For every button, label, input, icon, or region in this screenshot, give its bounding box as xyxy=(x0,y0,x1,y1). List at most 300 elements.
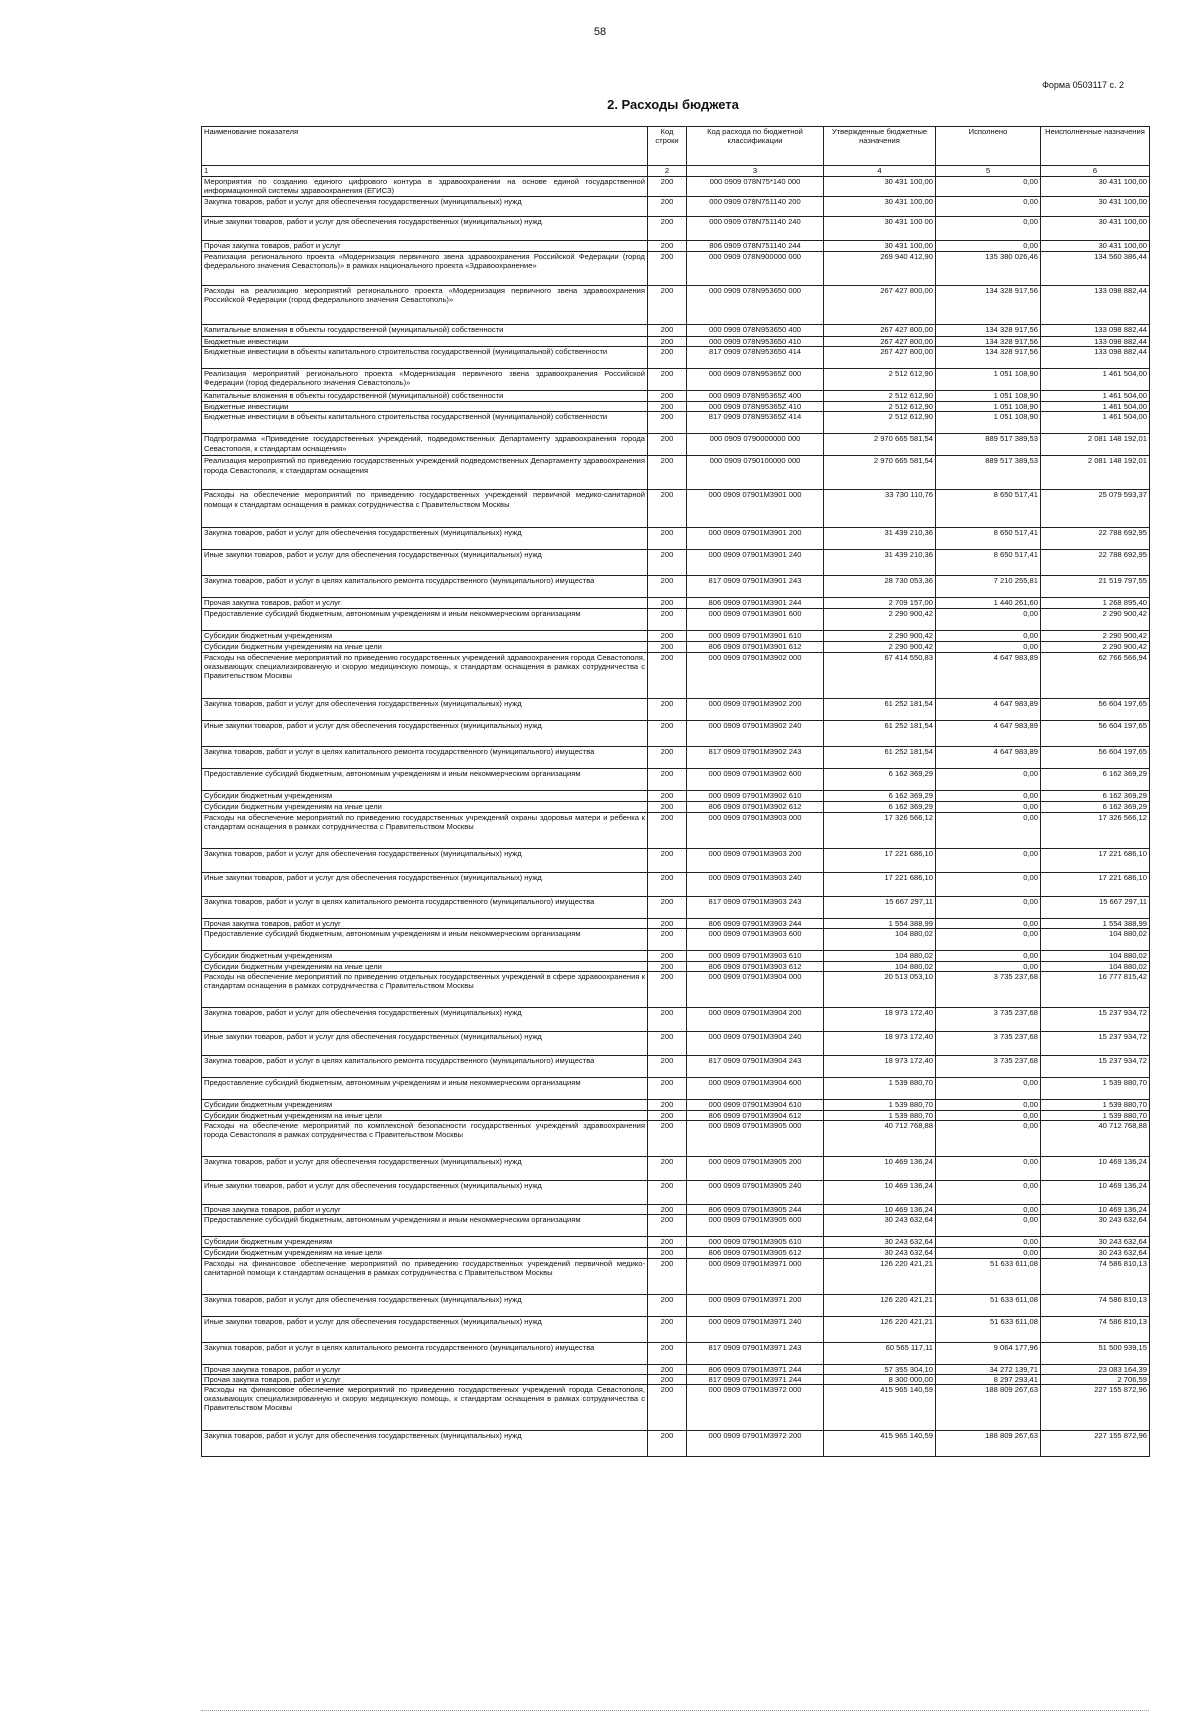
row-code: 200 xyxy=(648,337,687,347)
row-approved: 17 221 686,10 xyxy=(824,848,936,872)
row-approved: 30 431 100,00 xyxy=(824,241,936,252)
row-executed: 0,00 xyxy=(936,1078,1041,1100)
table-row xyxy=(202,918,1150,928)
table-row xyxy=(202,961,1150,971)
header-row xyxy=(202,127,1150,166)
row-classification: 000 0909 07901M3905 000 xyxy=(687,1121,824,1157)
table-row xyxy=(202,768,1150,790)
table-row xyxy=(202,1294,1150,1316)
table-row xyxy=(202,1385,1150,1431)
row-remaining: 1 554 388,99 xyxy=(1041,918,1150,928)
row-name: Закупка товаров, работ и услуг для обеспечения государственных (муниципальных) нужд xyxy=(202,848,648,872)
row-remaining: 10 469 136,24 xyxy=(1041,1181,1150,1205)
row-code: 200 xyxy=(648,197,687,217)
row-remaining: 133 098 882,44 xyxy=(1041,337,1150,347)
row-approved: 67 414 550,83 xyxy=(824,652,936,698)
row-classification: 000 0909 07901M3901 240 xyxy=(687,550,824,576)
row-classification: 000 0909 0790000000 000 xyxy=(687,434,824,456)
row-code: 200 xyxy=(648,456,687,490)
row-classification: 000 0909 07901M3903 600 xyxy=(687,928,824,950)
row-executed: 135 380 026,46 xyxy=(936,252,1041,286)
row-classification: 000 0909 07901M3902 240 xyxy=(687,720,824,746)
row-classification: 000 0909 078N75*140 000 xyxy=(687,177,824,197)
row-code: 200 xyxy=(648,402,687,412)
row-name: Субсидии бюджетным учреждениям на иные цели xyxy=(202,1111,648,1121)
row-code: 200 xyxy=(648,746,687,768)
table-row xyxy=(202,598,1150,608)
row-name: Бюджетные инвестиции xyxy=(202,337,648,347)
column-index: 6 xyxy=(1041,166,1150,177)
header-code: Код строки xyxy=(648,127,687,166)
row-approved: 1 539 880,70 xyxy=(824,1111,936,1121)
row-remaining: 56 604 197,65 xyxy=(1041,698,1150,720)
row-approved: 28 730 053,36 xyxy=(824,576,936,598)
row-executed: 889 517 389,53 xyxy=(936,456,1041,490)
page-number: 58 xyxy=(593,26,607,38)
row-classification: 000 0909 07901M3905 200 xyxy=(687,1157,824,1181)
row-name: Закупка товаров, работ и услуг в целях капитального ремонта государственного (муниципального) имущества xyxy=(202,746,648,768)
row-approved: 61 252 181,54 xyxy=(824,720,936,746)
table-row xyxy=(202,1374,1150,1384)
row-classification: 000 0909 078N95365Z 000 xyxy=(687,369,824,391)
row-approved: 30 431 100,00 xyxy=(824,197,936,217)
row-approved: 6 162 369,29 xyxy=(824,801,936,812)
row-remaining: 227 155 872,96 xyxy=(1041,1431,1150,1457)
table-row xyxy=(202,801,1150,812)
row-name: Мероприятия по созданию единого цифрового контура в здравоохранении на основе единой государственной информационной системы здравоохранения (ЕГИСЗ) xyxy=(202,177,648,197)
row-code: 200 xyxy=(648,1032,687,1056)
row-name: Иные закупки товаров, работ и услуг для обеспечения государственных (муниципальных) нужд xyxy=(202,720,648,746)
row-name: Закупка товаров, работ и услуг в целях капитального ремонта государственного (муниципального) имущества xyxy=(202,1342,648,1364)
row-remaining: 15 237 934,72 xyxy=(1041,1008,1150,1032)
row-code: 200 xyxy=(648,630,687,641)
table-row xyxy=(202,197,1150,217)
row-approved: 6 162 369,29 xyxy=(824,790,936,801)
row-code: 200 xyxy=(648,1078,687,1100)
row-remaining: 17 326 566,12 xyxy=(1041,812,1150,848)
row-approved: 33 730 110,76 xyxy=(824,490,936,528)
row-remaining: 10 469 136,24 xyxy=(1041,1205,1150,1215)
row-classification: 000 0909 07901M3903 200 xyxy=(687,848,824,872)
row-name: Прочая закупка товаров, работ и услуг xyxy=(202,241,648,252)
table-row xyxy=(202,698,1150,720)
table-row xyxy=(202,241,1150,252)
row-remaining: 22 788 692,95 xyxy=(1041,528,1150,550)
row-executed: 0,00 xyxy=(936,1215,1041,1237)
row-executed: 4 647 983,89 xyxy=(936,746,1041,768)
row-approved: 2 709 157,00 xyxy=(824,598,936,608)
row-approved: 31 439 210,36 xyxy=(824,550,936,576)
table-row xyxy=(202,1237,1150,1248)
row-approved: 8 300 000,00 xyxy=(824,1374,936,1384)
row-approved: 415 965 140,59 xyxy=(824,1431,936,1457)
row-classification: 000 0909 07901M3971 000 xyxy=(687,1258,824,1294)
row-code: 200 xyxy=(648,490,687,528)
row-executed: 134 328 917,56 xyxy=(936,325,1041,337)
table-row xyxy=(202,652,1150,698)
row-approved: 126 220 421,21 xyxy=(824,1316,936,1342)
row-approved: 267 427 800,00 xyxy=(824,325,936,337)
row-name: Прочая закупка товаров, работ и услуг xyxy=(202,1374,648,1384)
table-row xyxy=(202,412,1150,434)
row-classification: 817 0909 078N953650 414 xyxy=(687,347,824,369)
row-remaining: 2 081 148 192,01 xyxy=(1041,456,1150,490)
row-name: Расходы на финансовое обеспечение мероприятий по приведению государственных учреждений первичной медико-санитарной помощи к стандартам оснащения в рамках сотрудничества с Правительством Москвы xyxy=(202,1258,648,1294)
row-approved: 126 220 421,21 xyxy=(824,1258,936,1294)
table-row xyxy=(202,720,1150,746)
row-remaining: 30 431 100,00 xyxy=(1041,177,1150,197)
row-classification: 000 0909 078N751140 240 xyxy=(687,217,824,241)
row-remaining: 104 880,02 xyxy=(1041,961,1150,971)
header-remaining: Неисполненные назначения xyxy=(1041,127,1150,166)
column-index: 4 xyxy=(824,166,936,177)
row-executed: 3 735 237,68 xyxy=(936,1032,1041,1056)
table-row xyxy=(202,1121,1150,1157)
row-name: Капитальные вложения в объекты государственной (муниципальной) собственности xyxy=(202,391,648,402)
row-code: 200 xyxy=(648,217,687,241)
row-remaining: 133 098 882,44 xyxy=(1041,347,1150,369)
row-approved: 1 554 388,99 xyxy=(824,918,936,928)
row-code: 200 xyxy=(648,801,687,812)
row-code: 200 xyxy=(648,1248,687,1258)
row-approved: 126 220 421,21 xyxy=(824,1294,936,1316)
row-code: 200 xyxy=(648,896,687,918)
row-name: Закупка товаров, работ и услуг в целях капитального ремонта государственного (муниципального) имущества xyxy=(202,576,648,598)
row-classification: 000 0909 07901M3971 200 xyxy=(687,1294,824,1316)
row-remaining: 25 079 593,37 xyxy=(1041,490,1150,528)
table-row xyxy=(202,1342,1150,1364)
row-code: 200 xyxy=(648,391,687,402)
row-classification: 817 0909 078N95365Z 414 xyxy=(687,412,824,434)
row-remaining: 30 431 100,00 xyxy=(1041,241,1150,252)
row-remaining: 2 290 900,42 xyxy=(1041,630,1150,641)
row-remaining: 56 604 197,65 xyxy=(1041,746,1150,768)
row-executed: 0,00 xyxy=(936,1181,1041,1205)
row-remaining: 104 880,02 xyxy=(1041,950,1150,961)
row-executed: 0,00 xyxy=(936,928,1041,950)
row-code: 200 xyxy=(648,720,687,746)
row-code: 200 xyxy=(648,972,687,1008)
row-classification: 806 0909 07901M3971 244 xyxy=(687,1364,824,1374)
row-remaining: 2 706,59 xyxy=(1041,1374,1150,1384)
row-name: Предоставление субсидий бюджетным, автономным учреждениям и иным некоммерческим организациям xyxy=(202,1078,648,1100)
row-executed: 0,00 xyxy=(936,1100,1041,1111)
row-executed: 188 809 267,63 xyxy=(936,1431,1041,1457)
row-remaining: 74 586 810,13 xyxy=(1041,1258,1150,1294)
row-executed: 0,00 xyxy=(936,768,1041,790)
table-row xyxy=(202,391,1150,402)
row-executed: 1 051 108,90 xyxy=(936,391,1041,402)
row-name: Расходы на финансовое обеспечение мероприятий по приведению государственных учреждений города Севастополя, оказывающих специализированную и скорую медицинскую помощь, к стандартам оснащения в рамках сотрудничества с Правительством Москвы xyxy=(202,1385,648,1431)
table-row xyxy=(202,1078,1150,1100)
row-classification: 817 0909 07901M3971 244 xyxy=(687,1374,824,1384)
form-reference: Форма 0503117 с. 2 xyxy=(1042,80,1124,90)
table-row xyxy=(202,1032,1150,1056)
row-remaining: 30 431 100,00 xyxy=(1041,217,1150,241)
row-approved: 2 512 612,90 xyxy=(824,412,936,434)
row-executed: 51 633 611,08 xyxy=(936,1258,1041,1294)
row-approved: 17 326 566,12 xyxy=(824,812,936,848)
row-code: 200 xyxy=(648,1258,687,1294)
row-classification: 000 0909 078N953650 410 xyxy=(687,337,824,347)
row-classification: 000 0909 078N900000 000 xyxy=(687,252,824,286)
row-classification: 000 0909 07901M3902 000 xyxy=(687,652,824,698)
table-row xyxy=(202,812,1150,848)
row-executed: 51 633 611,08 xyxy=(936,1294,1041,1316)
row-classification: 000 0909 07901M3901 000 xyxy=(687,490,824,528)
row-executed: 3 735 237,68 xyxy=(936,1056,1041,1078)
row-executed: 0,00 xyxy=(936,790,1041,801)
table-row xyxy=(202,872,1150,896)
table-row xyxy=(202,1364,1150,1374)
row-name: Расходы на обеспечение мероприятий по комплексной безопасности государственных учреждений здравоохранения города Севастополя в рамках сотрудничества с Правительством Москвы xyxy=(202,1121,648,1157)
row-classification: 000 0909 07901M3902 600 xyxy=(687,768,824,790)
row-approved: 18 973 172,40 xyxy=(824,1008,936,1032)
row-approved: 61 252 181,54 xyxy=(824,698,936,720)
row-code: 200 xyxy=(648,241,687,252)
row-remaining: 74 586 810,13 xyxy=(1041,1294,1150,1316)
row-remaining: 15 237 934,72 xyxy=(1041,1032,1150,1056)
table-row xyxy=(202,608,1150,630)
row-executed: 0,00 xyxy=(936,801,1041,812)
row-executed: 8 297 293,41 xyxy=(936,1374,1041,1384)
row-approved: 30 243 632,64 xyxy=(824,1237,936,1248)
row-name: Бюджетные инвестиции xyxy=(202,402,648,412)
row-name: Расходы на обеспечение мероприятий по приведению отдельных государственных учреждений в сфере здравоохранения к стандартам оснащения в рамках сотрудничества с Правительством Москвы xyxy=(202,972,648,1008)
row-remaining: 1 461 504,00 xyxy=(1041,412,1150,434)
header-name: Наименование показателя xyxy=(202,127,648,166)
row-name: Закупка товаров, работ и услуг для обеспечения государственных (муниципальных) нужд xyxy=(202,1431,648,1457)
row-name: Субсидии бюджетным учреждениям xyxy=(202,630,648,641)
row-remaining: 30 243 632,64 xyxy=(1041,1248,1150,1258)
row-executed: 0,00 xyxy=(936,872,1041,896)
row-classification: 817 0909 07901M3904 243 xyxy=(687,1056,824,1078)
row-executed: 0,00 xyxy=(936,1157,1041,1181)
row-remaining: 74 586 810,13 xyxy=(1041,1316,1150,1342)
row-approved: 18 973 172,40 xyxy=(824,1032,936,1056)
header-executed: Исполнено xyxy=(936,127,1041,166)
row-executed: 0,00 xyxy=(936,641,1041,652)
table-row xyxy=(202,402,1150,412)
row-remaining: 133 098 882,44 xyxy=(1041,325,1150,337)
row-approved: 2 970 665 581,54 xyxy=(824,456,936,490)
row-classification: 000 0909 07901M3972 000 xyxy=(687,1385,824,1431)
row-remaining: 6 162 369,29 xyxy=(1041,790,1150,801)
row-classification: 817 0909 07901M3901 243 xyxy=(687,576,824,598)
row-name: Прочая закупка товаров, работ и услуг xyxy=(202,598,648,608)
row-code: 200 xyxy=(648,1385,687,1431)
table-row xyxy=(202,972,1150,1008)
row-executed: 0,00 xyxy=(936,918,1041,928)
row-code: 200 xyxy=(648,1316,687,1342)
row-approved: 10 469 136,24 xyxy=(824,1181,936,1205)
table-row xyxy=(202,928,1150,950)
row-approved: 104 880,02 xyxy=(824,961,936,971)
row-remaining: 21 519 797,55 xyxy=(1041,576,1150,598)
row-remaining: 51 500 939,15 xyxy=(1041,1342,1150,1364)
row-classification: 806 0909 07901M3901 612 xyxy=(687,641,824,652)
table-row xyxy=(202,1215,1150,1237)
row-approved: 2 290 900,42 xyxy=(824,641,936,652)
table-row xyxy=(202,490,1150,528)
row-approved: 20 513 053,10 xyxy=(824,972,936,1008)
row-code: 200 xyxy=(648,1342,687,1364)
row-classification: 000 0909 07901M3905 600 xyxy=(687,1215,824,1237)
row-approved: 15 667 297,11 xyxy=(824,896,936,918)
row-classification: 000 0909 07901M3903 610 xyxy=(687,950,824,961)
table-row xyxy=(202,641,1150,652)
row-executed: 0,00 xyxy=(936,961,1041,971)
row-executed: 0,00 xyxy=(936,1237,1041,1248)
row-code: 200 xyxy=(648,598,687,608)
table-row xyxy=(202,1181,1150,1205)
row-remaining: 30 431 100,00 xyxy=(1041,197,1150,217)
row-executed: 134 328 917,56 xyxy=(936,347,1041,369)
row-remaining: 1 539 880,70 xyxy=(1041,1111,1150,1121)
row-code: 200 xyxy=(648,768,687,790)
row-approved: 17 221 686,10 xyxy=(824,872,936,896)
row-approved: 2 512 612,90 xyxy=(824,402,936,412)
row-code: 200 xyxy=(648,652,687,698)
row-name: Бюджетные инвестиции в объекты капитального строительства государственной (муниципальной) собственности xyxy=(202,347,648,369)
column-index: 1 xyxy=(202,166,648,177)
row-remaining: 17 221 686,10 xyxy=(1041,872,1150,896)
table-row xyxy=(202,456,1150,490)
row-executed: 7 210 255,81 xyxy=(936,576,1041,598)
table-row xyxy=(202,1111,1150,1121)
row-approved: 1 539 880,70 xyxy=(824,1078,936,1100)
row-code: 200 xyxy=(648,961,687,971)
row-approved: 60 565 117,11 xyxy=(824,1342,936,1364)
row-approved: 269 940 412,90 xyxy=(824,252,936,286)
row-name: Субсидии бюджетным учреждениям на иные цели xyxy=(202,641,648,652)
row-code: 200 xyxy=(648,1008,687,1032)
row-remaining: 22 788 692,95 xyxy=(1041,550,1150,576)
table-row xyxy=(202,177,1150,197)
table-row xyxy=(202,369,1150,391)
table-row xyxy=(202,217,1150,241)
row-remaining: 1 539 880,70 xyxy=(1041,1100,1150,1111)
row-name: Закупка товаров, работ и услуг для обеспечения государственных (муниципальных) нужд xyxy=(202,197,648,217)
row-approved: 2 970 665 581,54 xyxy=(824,434,936,456)
row-approved: 104 880,02 xyxy=(824,928,936,950)
row-classification: 000 0909 07901M3903 240 xyxy=(687,872,824,896)
row-code: 200 xyxy=(648,325,687,337)
row-remaining: 134 560 386,44 xyxy=(1041,252,1150,286)
table-row xyxy=(202,528,1150,550)
row-code: 200 xyxy=(648,177,687,197)
row-code: 200 xyxy=(648,1215,687,1237)
row-name: Закупка товаров, работ и услуг для обеспечения государственных (муниципальных) нужд xyxy=(202,528,648,550)
table-row xyxy=(202,1056,1150,1078)
row-code: 200 xyxy=(648,1181,687,1205)
row-name: Закупка товаров, работ и услуг в целях капитального ремонта государственного (муниципального) имущества xyxy=(202,896,648,918)
page-footer-line xyxy=(201,1704,1149,1711)
row-name: Реализация регионального проекта «Модернизация первичного звена здравоохранения Российской Федерации (город федерального значения Севастополь)» в рамках национального проекта «Здравоохранение» xyxy=(202,252,648,286)
row-executed: 0,00 xyxy=(936,896,1041,918)
row-name: Субсидии бюджетным учреждениям xyxy=(202,950,648,961)
row-classification: 000 0909 07901M3972 200 xyxy=(687,1431,824,1457)
row-classification: 000 0909 07901M3904 610 xyxy=(687,1100,824,1111)
table-row xyxy=(202,434,1150,456)
row-code: 200 xyxy=(648,347,687,369)
row-remaining: 10 469 136,24 xyxy=(1041,1157,1150,1181)
row-classification: 000 0909 07901M3901 600 xyxy=(687,608,824,630)
row-code: 200 xyxy=(648,872,687,896)
row-executed: 134 328 917,56 xyxy=(936,286,1041,325)
header-approved: Утвержденные бюджетные назначения xyxy=(824,127,936,166)
expenditure-table xyxy=(201,126,1150,1457)
row-name: Прочая закупка товаров, работ и услуг xyxy=(202,918,648,928)
row-executed: 0,00 xyxy=(936,950,1041,961)
row-classification: 000 0909 07901M3904 240 xyxy=(687,1032,824,1056)
row-classification: 817 0909 07901M3971 243 xyxy=(687,1342,824,1364)
table-row xyxy=(202,576,1150,598)
row-classification: 806 0909 078N751140 244 xyxy=(687,241,824,252)
row-classification: 000 0909 07901M3904 600 xyxy=(687,1078,824,1100)
row-classification: 806 0909 07901M3905 244 xyxy=(687,1205,824,1215)
row-approved: 2 512 612,90 xyxy=(824,391,936,402)
row-classification: 000 0909 07901M3905 610 xyxy=(687,1237,824,1248)
row-approved: 31 439 210,36 xyxy=(824,528,936,550)
table-body xyxy=(202,177,1150,1457)
row-name: Расходы на обеспечение мероприятий по приведению государственных учреждений первичной медико-санитарной помощи к стандартам оснащения в рамках сотрудничества с Правительством Москвы xyxy=(202,490,648,528)
row-approved: 267 427 800,00 xyxy=(824,337,936,347)
row-code: 200 xyxy=(648,1100,687,1111)
row-name: Иные закупки товаров, работ и услуг для обеспечения государственных (муниципальных) нужд xyxy=(202,872,648,896)
row-remaining: 1 461 504,00 xyxy=(1041,391,1150,402)
row-name: Бюджетные инвестиции в объекты капитального строительства государственной (муниципальной) собственности xyxy=(202,412,648,434)
table-row xyxy=(202,950,1150,961)
row-executed: 0,00 xyxy=(936,630,1041,641)
table-row xyxy=(202,848,1150,872)
row-classification: 000 0909 078N95365Z 410 xyxy=(687,402,824,412)
row-name: Закупка товаров, работ и услуг для обеспечения государственных (муниципальных) нужд xyxy=(202,698,648,720)
row-name: Расходы на обеспечение мероприятий по приведению государственных учреждений здравоохранения города Севастополя, оказывающих специализированную и скорую медицинскую помощь, к стандартам оснащения в рамках сотрудничества с Правительством Москвы xyxy=(202,652,648,698)
row-approved: 267 427 800,00 xyxy=(824,347,936,369)
row-classification: 000 0909 07901M3904 000 xyxy=(687,972,824,1008)
row-code: 200 xyxy=(648,1374,687,1384)
row-approved: 104 880,02 xyxy=(824,950,936,961)
expenditure-table-container xyxy=(201,126,1149,1457)
row-executed: 51 633 611,08 xyxy=(936,1316,1041,1342)
row-name: Расходы на обеспечение мероприятий по приведению государственных учреждений охраны здоровья матери и ребенка к стандартам оснащения в рамках сотрудничества с Правительством Москвы xyxy=(202,812,648,848)
row-approved: 2 290 900,42 xyxy=(824,630,936,641)
row-approved: 1 539 880,70 xyxy=(824,1100,936,1111)
row-classification: 000 0909 078N95365Z 400 xyxy=(687,391,824,402)
row-classification: 000 0909 0790100000 000 xyxy=(687,456,824,490)
row-remaining: 6 162 369,29 xyxy=(1041,801,1150,812)
row-executed: 8 650 517,41 xyxy=(936,550,1041,576)
column-index-row xyxy=(202,166,1150,177)
row-remaining: 15 237 934,72 xyxy=(1041,1056,1150,1078)
row-remaining: 2 081 148 192,01 xyxy=(1041,434,1150,456)
row-classification: 817 0909 07901M3902 243 xyxy=(687,746,824,768)
row-executed: 0,00 xyxy=(936,241,1041,252)
row-classification: 000 0909 078N953650 400 xyxy=(687,325,824,337)
row-remaining: 17 221 686,10 xyxy=(1041,848,1150,872)
row-approved: 10 469 136,24 xyxy=(824,1205,936,1215)
column-index: 2 xyxy=(648,166,687,177)
row-executed: 1 051 108,90 xyxy=(936,402,1041,412)
row-classification: 806 0909 07901M3903 244 xyxy=(687,918,824,928)
row-code: 200 xyxy=(648,790,687,801)
row-remaining: 30 243 632,64 xyxy=(1041,1215,1150,1237)
row-executed: 1 051 108,90 xyxy=(936,412,1041,434)
row-remaining: 62 766 566,94 xyxy=(1041,652,1150,698)
row-name: Иные закупки товаров, работ и услуг для обеспечения государственных (муниципальных) нужд xyxy=(202,217,648,241)
table-row xyxy=(202,746,1150,768)
